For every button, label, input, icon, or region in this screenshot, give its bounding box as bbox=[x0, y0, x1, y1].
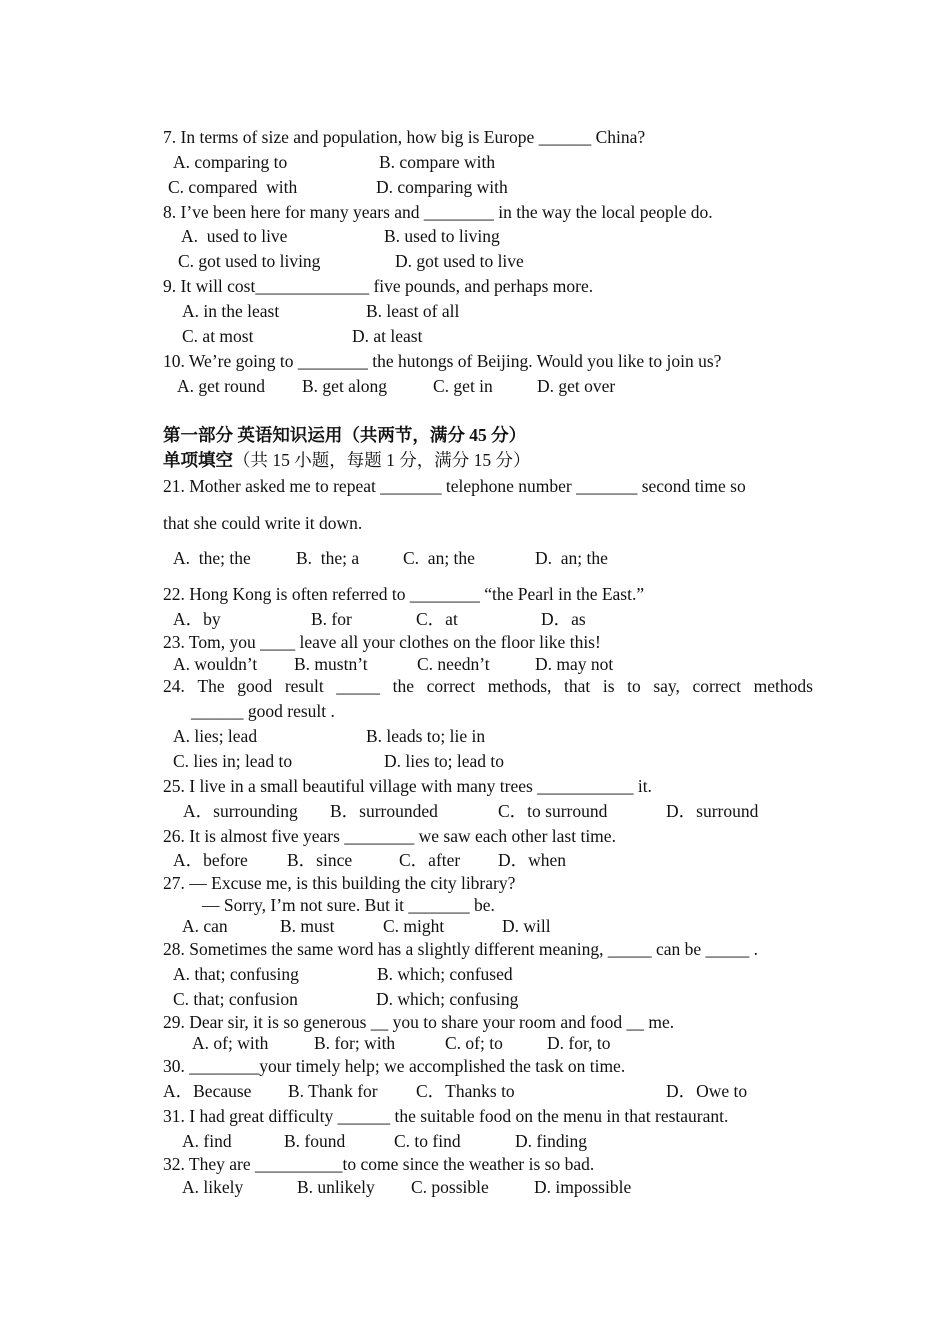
q24-word: correct bbox=[692, 676, 742, 696]
question-24-option-c: C. lies in; lead to bbox=[173, 751, 293, 771]
question-24-stem-line1 bbox=[163, 678, 813, 696]
question-8-option-b: B. used to living bbox=[384, 226, 500, 246]
question-28-option-c: C. that; confusion bbox=[173, 989, 298, 1009]
q24-word: The bbox=[197, 676, 225, 696]
q24-word: that bbox=[564, 676, 591, 696]
question-28-option-a: A. that; confusing bbox=[173, 964, 299, 984]
question-8-option-a: A. used to live bbox=[181, 226, 288, 246]
question-29-option-d: D. for, to bbox=[547, 1033, 611, 1053]
q24-word: good bbox=[237, 676, 273, 696]
question-21-stem-line2: that she could write it down. bbox=[163, 513, 363, 533]
question-23-option-d: D. may not bbox=[535, 654, 614, 674]
question-10-option-d: D. get over bbox=[537, 376, 616, 396]
question-10-option-c: C. get in bbox=[433, 376, 493, 396]
question-23-stem: 23. Tom, you ____ leave all your clothes on the floor like this! bbox=[163, 632, 601, 652]
question-28-option-d: D. which; confusing bbox=[376, 989, 519, 1009]
question-27-option-c: C. might bbox=[383, 916, 445, 936]
question-23-option-a: A. wouldn’t bbox=[173, 654, 258, 674]
question-31-option-d: D. finding bbox=[515, 1131, 587, 1151]
question-21-option-b: B. the; a bbox=[296, 548, 360, 568]
question-26-option-a: A．before bbox=[173, 850, 248, 870]
question-30-option-d: D．Owe to bbox=[666, 1081, 748, 1101]
question-22-stem: 22. Hong Kong is often referred to ________ “the Pearl in the East.” bbox=[163, 584, 645, 604]
question-27-stem: 27. — Excuse me, is this building the city library? bbox=[163, 873, 516, 893]
question-27-option-d: D. will bbox=[502, 916, 551, 936]
question-21-stem-line1: 21. Mother asked me to repeat _______ telephone number _______ second time so bbox=[163, 476, 746, 496]
question-24-option-d: D. lies to; lead to bbox=[384, 751, 505, 771]
question-29-option-a: A. of; with bbox=[192, 1033, 269, 1053]
question-30-option-a: A．Because bbox=[163, 1081, 252, 1101]
question-30-option-b: B. Thank for bbox=[288, 1081, 378, 1101]
question-24-stem-line2: ______ good result . bbox=[191, 701, 335, 721]
question-9-option-d: D. at least bbox=[352, 326, 423, 346]
question-31-option-b: B. found bbox=[284, 1131, 346, 1151]
section-heading: 第一部分 英语知识运用（共两节，满分 45 分） bbox=[163, 425, 527, 445]
question-7-option-a: A. comparing to bbox=[173, 152, 288, 172]
q24-word: correct bbox=[426, 676, 476, 696]
question-27-option-b: B. must bbox=[280, 916, 335, 936]
q24-word: is bbox=[602, 676, 615, 696]
section-subheading-label: 单项填空 bbox=[163, 450, 233, 470]
question-7-stem: 7. In terms of size and population, how big is Europe ______ China? bbox=[163, 127, 646, 147]
question-22-option-c: C．at bbox=[416, 609, 458, 629]
question-26-option-b: B．since bbox=[287, 850, 353, 870]
question-32-option-a: A. likely bbox=[182, 1177, 244, 1197]
q24-word: result bbox=[284, 676, 324, 696]
question-22-option-a: A．by bbox=[173, 609, 221, 629]
question-31-option-c: C. to find bbox=[394, 1131, 461, 1151]
question-10-option-a: A. get round bbox=[177, 376, 265, 396]
question-32-option-d: D. impossible bbox=[534, 1177, 632, 1197]
question-30-stem: 30. ________your timely help; we accomplished the task on time. bbox=[163, 1056, 626, 1076]
question-23-option-b: B. mustn’t bbox=[294, 654, 368, 674]
question-7-option-b: B. compare with bbox=[379, 152, 496, 172]
question-25-option-a: A．surrounding bbox=[183, 801, 298, 821]
q24-word: to bbox=[627, 676, 641, 696]
question-8-option-c: C. got used to living bbox=[178, 251, 321, 271]
question-25-option-b: B．surrounded bbox=[330, 801, 438, 821]
question-10-stem: 10. We’re going to ________ the hutongs of Beijing. Would you like to join us? bbox=[163, 351, 722, 371]
question-9-option-c: C. at most bbox=[182, 326, 254, 346]
question-8-stem: 8. I’ve been here for many years and ________ in the way the local people do. bbox=[163, 202, 713, 222]
question-29-option-c: C. of; to bbox=[445, 1033, 503, 1053]
question-21-option-a: A. the; the bbox=[173, 548, 251, 568]
question-21-option-c: C. an; the bbox=[403, 548, 475, 568]
question-30-option-c: C．Thanks to bbox=[416, 1081, 515, 1101]
question-27-option-a: A. can bbox=[182, 916, 228, 936]
question-8-option-d: D. got used to live bbox=[395, 251, 524, 271]
question-24-option-a: A. lies; lead bbox=[173, 726, 258, 746]
question-29-stem: 29. Dear sir, it is so generous __ you to share your room and food __ me. bbox=[163, 1012, 675, 1032]
q24-word: _____ bbox=[336, 676, 381, 696]
q24-word: 24. bbox=[163, 676, 185, 696]
question-23-option-c: C. needn’t bbox=[417, 654, 490, 674]
question-32-option-b: B. unlikely bbox=[297, 1177, 375, 1197]
question-26-option-c: C．after bbox=[399, 850, 461, 870]
question-7-option-d: D. comparing with bbox=[376, 177, 508, 197]
q24-word: methods bbox=[753, 676, 813, 696]
q24-word: methods, bbox=[487, 676, 552, 696]
question-25-stem: 25. I live in a small beautiful village with many trees ___________ it. bbox=[163, 776, 652, 796]
question-10-option-b: B. get along bbox=[302, 376, 388, 396]
question-27-reply: — Sorry, I’m not sure. But it _______ be. bbox=[202, 895, 495, 915]
question-32-option-c: C. possible bbox=[411, 1177, 489, 1197]
question-9-option-a: A. in the least bbox=[182, 301, 280, 321]
question-9-option-b: B. least of all bbox=[366, 301, 460, 321]
question-26-option-d: D．when bbox=[498, 850, 567, 870]
question-9-stem: 9. It will cost_____________ five pounds, and perhaps more. bbox=[163, 276, 594, 296]
section-subheading bbox=[163, 452, 531, 470]
question-28-stem: 28. Sometimes the same word has a slightly different meaning, _____ can be _____ . bbox=[163, 939, 759, 959]
question-26-stem: 26. It is almost five years ________ we saw each other last time. bbox=[163, 826, 616, 846]
question-22-option-d: D．as bbox=[541, 609, 586, 629]
question-25-option-d: D．surround bbox=[666, 801, 759, 821]
question-24-option-b: B. leads to; lie in bbox=[366, 726, 486, 746]
question-29-option-b: B. for; with bbox=[314, 1033, 396, 1053]
section-subheading-note: （共 15 小题，每题 1 分，满分 15 分） bbox=[233, 450, 531, 470]
q24-word: the bbox=[392, 676, 415, 696]
q24-word: say, bbox=[653, 676, 680, 696]
question-22-option-b: B. for bbox=[311, 609, 352, 629]
question-28-option-b: B. which; confused bbox=[377, 964, 513, 984]
question-31-stem: 31. I had great difficulty ______ the suitable food on the menu in that restaurant. bbox=[163, 1106, 729, 1126]
question-31-option-a: A. find bbox=[182, 1131, 232, 1151]
question-21-option-d: D. an; the bbox=[535, 548, 608, 568]
question-32-stem: 32. They are __________to come since the weather is so bad. bbox=[163, 1154, 595, 1174]
question-7-option-c: C. compared with bbox=[168, 177, 298, 197]
question-25-option-c: C．to surround bbox=[498, 801, 608, 821]
